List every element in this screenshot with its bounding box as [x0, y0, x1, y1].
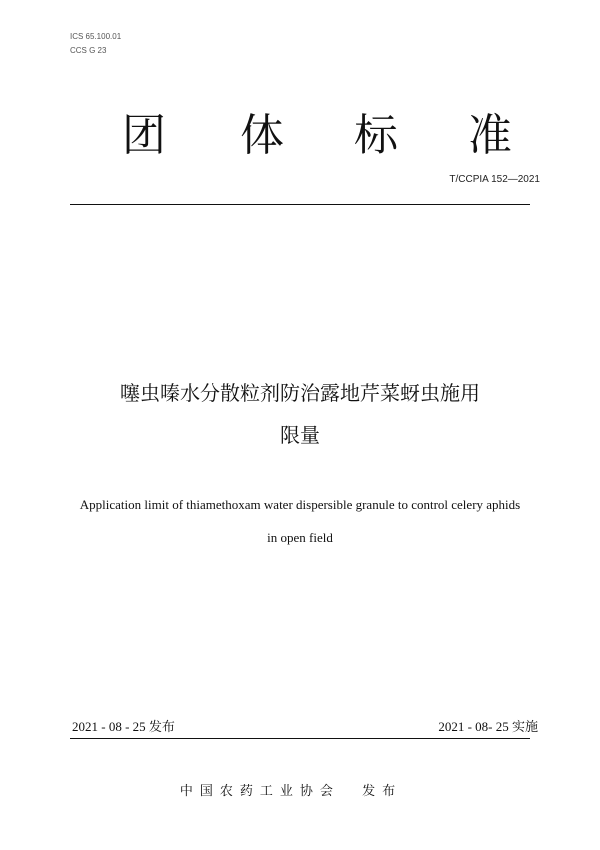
- implement-date: 2021 - 08- 25 实施: [438, 719, 538, 734]
- document-type-title: [0, 110, 600, 170]
- chinese-title-line-1: 噻虫嗪水分散粒剂防治露地芹菜蚜虫施用: [120, 381, 480, 405]
- doc-type-char-1: 团: [122, 110, 166, 161]
- doc-type-char-4: 准: [468, 110, 512, 161]
- ics-code: ICS 65.100.01: [70, 32, 122, 41]
- english-title: [30, 488, 570, 554]
- doc-type-char-3: 标: [354, 110, 398, 161]
- bottom-divider: [70, 738, 530, 739]
- standard-number: T/CCPIA 152—2021: [449, 174, 540, 185]
- top-divider: [70, 204, 530, 205]
- english-title-line-1: Application limit of thiamethoxam water dispersible granule to control celery aphids: [79, 497, 521, 512]
- doc-type-char-2: 体: [240, 110, 284, 161]
- chinese-title: [40, 372, 560, 456]
- chinese-title-line-2: 限量: [280, 423, 320, 447]
- classification-codes: [70, 30, 121, 58]
- publisher: 中国农药工业协会 发布: [179, 784, 403, 799]
- english-title-line-2: in open field: [267, 530, 333, 545]
- publish-date: 2021 - 08 - 25 发布: [72, 719, 175, 734]
- ccs-code: CCS G 23: [70, 46, 107, 55]
